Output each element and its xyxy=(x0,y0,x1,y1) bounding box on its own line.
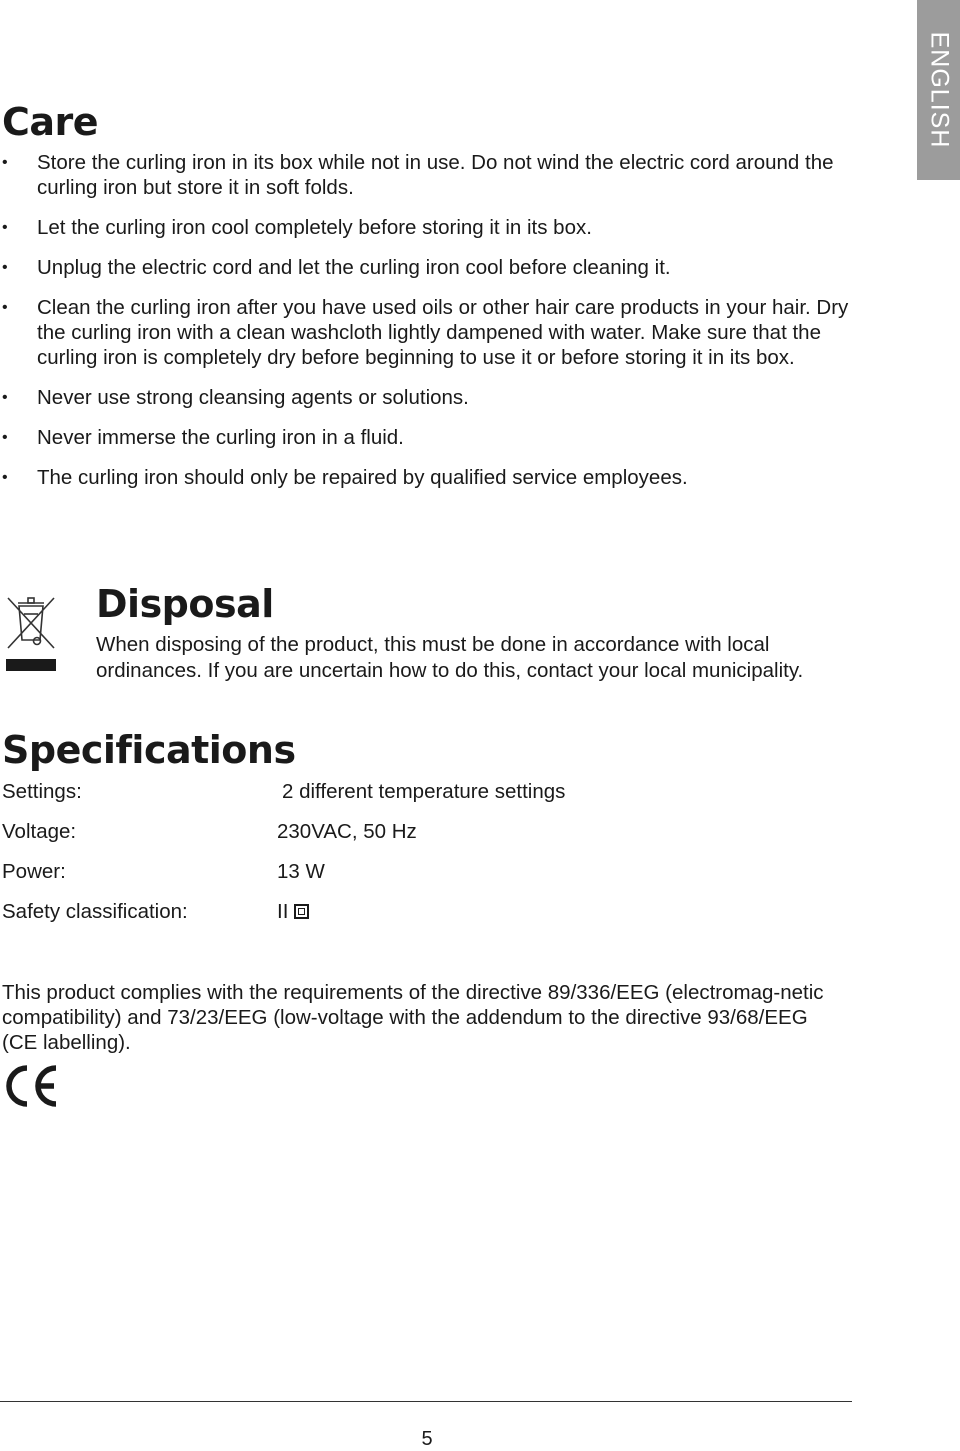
disposal-text: When disposing of the product, this must be done in accordance with local ordinances. If you are uncertain how to do this, contact your local municipality. xyxy=(96,633,804,682)
list-item: • Never use strong cleansing agents or solutions. xyxy=(2,386,469,409)
language-tab-label: ENGLISH xyxy=(925,31,953,149)
spec-value: II xyxy=(277,900,289,923)
specifications-heading: Specifications xyxy=(2,728,296,772)
bullet-icon: • xyxy=(2,259,8,276)
spec-value: 13 W xyxy=(277,860,325,883)
bullet-icon: • xyxy=(2,299,8,316)
spec-label: Settings: xyxy=(2,780,82,803)
list-item: • Clean the curling iron after you have used oils or other hair care products in your hair. Dry the curling iron with a clean washcloth lightly dampened with water. Make sure that the curling iron is completely dry before beginning to use it or before storing it in its box. xyxy=(2,296,849,369)
crossed-out-wheelie-bin-icon xyxy=(4,594,58,674)
spec-row-settings xyxy=(2,780,702,810)
spec-label: Safety classification: xyxy=(2,900,188,923)
spec-label: Power: xyxy=(2,860,66,883)
list-item: • Let the curling iron cool completely before storing it in its box. xyxy=(2,216,592,239)
language-tab xyxy=(917,0,960,180)
list-item: • Store the curling iron in its box while not in use. Do not wind the electric cord around the curling iron but store it in soft folds. xyxy=(2,151,834,199)
spec-value: 2 different temperature settings xyxy=(282,780,566,803)
footer-divider xyxy=(0,1401,852,1402)
spec-row-safety-classification xyxy=(2,900,702,930)
class-ii-double-insulation-icon xyxy=(294,904,309,919)
page-number: 5 xyxy=(421,1428,433,1450)
bullet-icon: • xyxy=(2,389,8,406)
bullet-icon: • xyxy=(2,154,8,171)
spec-value-group xyxy=(277,900,309,924)
list-item: • Never immerse the curling iron in a fluid. xyxy=(2,426,404,449)
spec-value: 230VAC, 50 Hz xyxy=(277,820,417,843)
care-list xyxy=(0,150,860,505)
list-item: • Unplug the electric cord and let the curling iron cool before cleaning it. xyxy=(2,256,671,279)
compliance-statement: This product complies with the requirements of the directive 89/336/EEG (electromag-netic compatibility) and 73/23/EEG (low-voltage with the addendum to the directive 93/68/EEG (CE labelling). xyxy=(2,981,824,1054)
spec-row-power xyxy=(2,860,702,890)
bullet-icon: • xyxy=(2,469,8,486)
list-item: • The curling iron should only be repaired by qualified service employees. xyxy=(2,466,688,489)
bullet-icon: • xyxy=(2,429,8,446)
disposal-heading: Disposal xyxy=(96,582,274,626)
care-heading: Care xyxy=(2,100,99,144)
spec-row-voltage xyxy=(2,820,702,850)
bullet-icon: • xyxy=(2,219,8,236)
ce-mark-icon xyxy=(2,1064,60,1108)
spec-label: Voltage: xyxy=(2,820,77,843)
